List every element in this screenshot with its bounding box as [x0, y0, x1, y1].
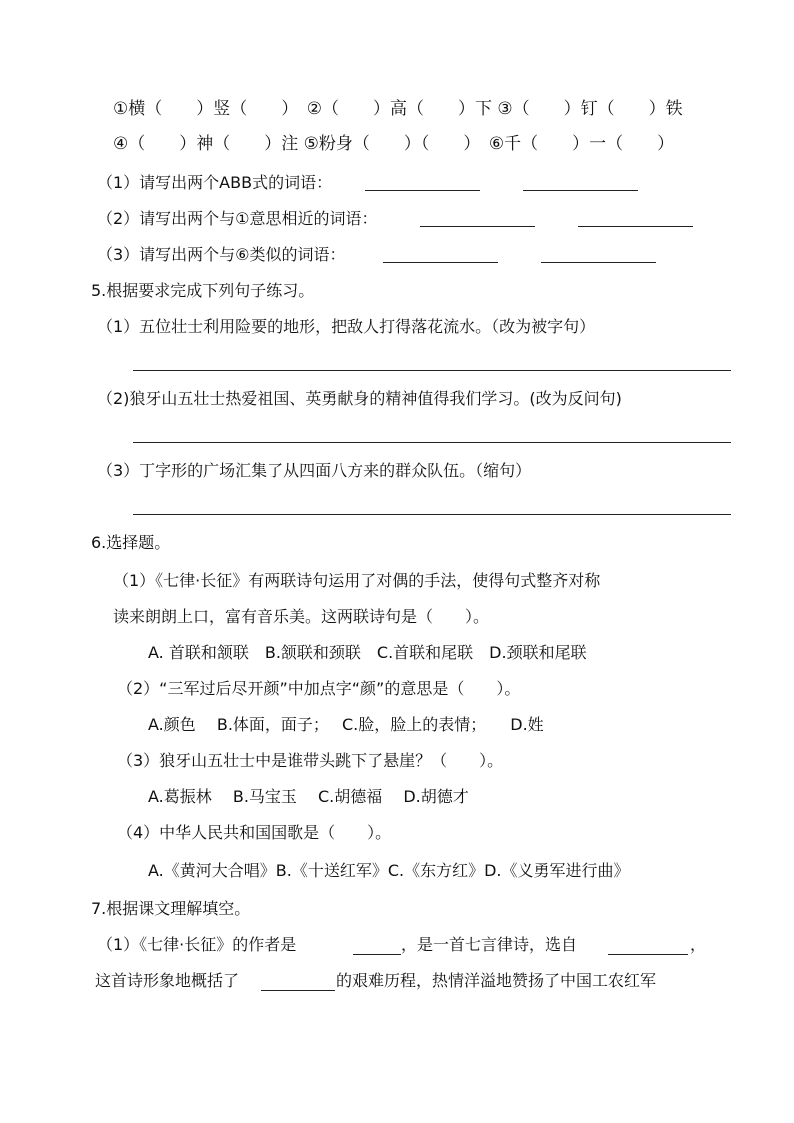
q7-line-1b: ，是一首七言律诗，选自 [401, 935, 578, 954]
q7-line-2a: 这首诗形象地概括了 [95, 971, 240, 990]
q4-row-2: ④（ ）神（ ）注 ⑤粉身（ ）（ ） ⑥千（ ）一（ ） [113, 134, 675, 154]
q5-answer-line-2[interactable] [133, 441, 731, 443]
q6-title: 6.选择题。 [91, 533, 171, 552]
q6-p3: （3）狼牙山五壮士中是谁带头跳下了悬崖？（ ）。 [117, 751, 504, 770]
q6-p2: （2）“三军过后尽开颜”中加点字“颜”的意思是（ ）。 [117, 679, 521, 698]
q4-sub-1-blank-a[interactable] [365, 189, 480, 191]
q4-sub-3-blank-b[interactable] [541, 261, 656, 263]
q7-line-1a: （1）《七律·长征》的作者是 [97, 935, 297, 954]
q7-title: 7.根据课文理解填空。 [91, 899, 251, 918]
q7-blank-source[interactable] [608, 953, 688, 955]
q5-sentence-1: （1）五位壮士利用险要的地形，把敌人打得落花流水。（改为被字句） [97, 317, 596, 336]
q6-p4: （4）中华人民共和国国歌是（ ）。 [117, 823, 392, 842]
q7-blank-history[interactable] [261, 989, 335, 991]
q4-row-1: ①横（ ）竖（ ） ②（ ）高（ ）下 ③（ ）钉（ ）铁 [113, 99, 683, 119]
q5-sentence-3: （3）丁字形的广场汇集了从四面八方来的群众队伍。（缩句） [97, 461, 532, 480]
q7-line-1c: ， [690, 935, 707, 954]
q4-sub-1-blank-b[interactable] [523, 189, 638, 191]
q7-line-2b: 的艰难历程，热情洋溢地赞扬了中国工农红军 [336, 971, 657, 990]
q7-blank-author[interactable] [353, 953, 401, 955]
q4-sub-3: （3）请写出两个与⑥类似的词语： [97, 245, 346, 264]
q4-sub-2-blank-a[interactable] [420, 225, 535, 227]
q6-p1-options: A. 首联和颔联 B.颔联和颈联 C.首联和尾联 D.颈联和尾联 [148, 643, 587, 662]
q6-p2-options: A.颜色 B.体面，面子； C.脸，脸上的表情； D.姓 [148, 715, 544, 734]
q6-p1-line-b: 读来朗朗上口，富有音乐美。这两联诗句是（ ）。 [113, 607, 490, 626]
q5-sentence-2: （2)狼牙山五壮士热爱祖国、英勇献身的精神值得我们学习。(改为反问句) [97, 389, 622, 408]
q4-sub-1: （1）请写出两个ABB式的词语： [97, 173, 333, 192]
q6-p3-options: A.葛振林 B.马宝玉 C.胡德福 D.胡德才 [148, 787, 469, 806]
q5-answer-line-1[interactable] [133, 369, 731, 371]
q4-sub-3-blank-a[interactable] [383, 261, 498, 263]
q4-sub-2: （2）请写出两个与①意思相近的词语： [97, 209, 378, 228]
q6-p4-options: A.《黄河大合唱》B.《十送红军》C.《东方红》D.《义勇军进行曲》 [148, 861, 630, 880]
q5-answer-line-3[interactable] [133, 513, 731, 515]
q6-p1-line-a: （1）《七律·长征》有两联诗句运用了对偶的手法，使得句式整齐对称 [113, 571, 601, 590]
q5-title: 5.根据要求完成下列句子练习。 [91, 281, 315, 300]
q4-sub-2-blank-b[interactable] [578, 225, 693, 227]
